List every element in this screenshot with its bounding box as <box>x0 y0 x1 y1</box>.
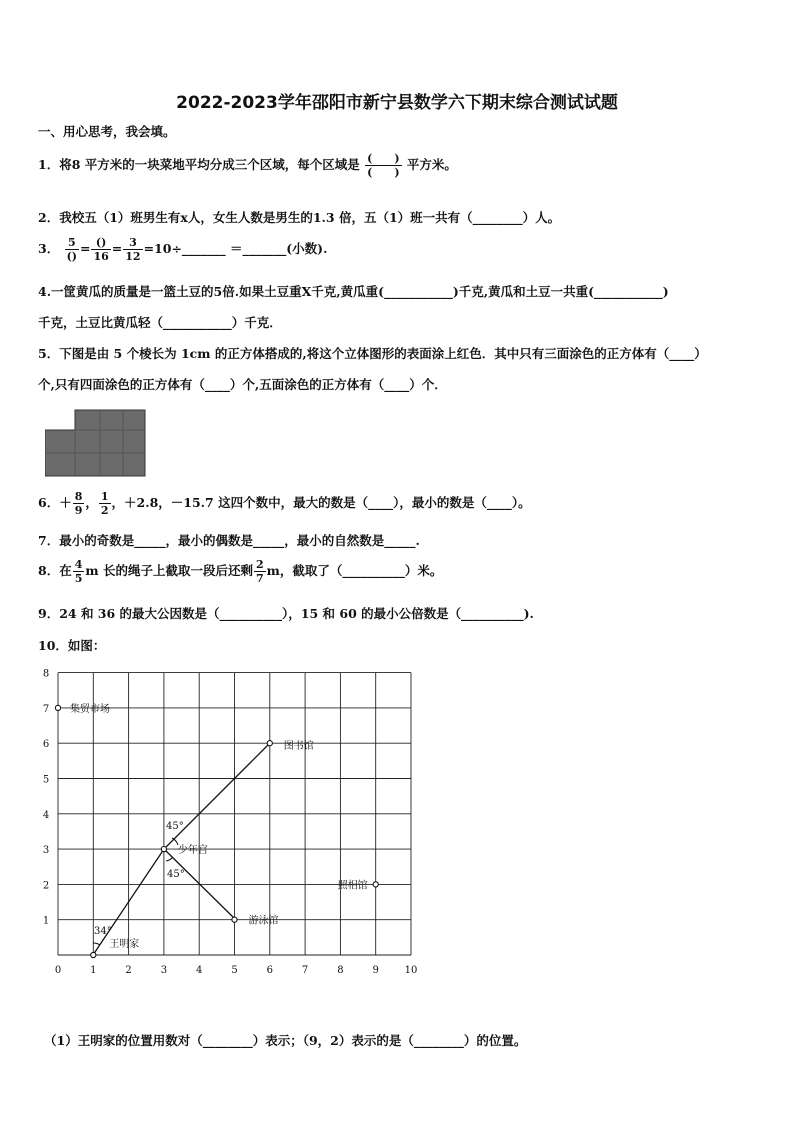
q6-f1-num: 8 <box>74 490 83 503</box>
q3-f3-num: 3 <box>123 236 142 250</box>
question-10-1: （1）王明家的位置用数对（________）表示；（9，2）表示的是（________）的位置。 <box>44 1033 527 1048</box>
q8-f1-num: 4 <box>74 558 83 571</box>
q8-fraction-1 <box>73 558 85 585</box>
x-tick-label: 0 <box>54 965 62 976</box>
q3-f1-den[interactable]: () <box>66 250 77 263</box>
q8-prefix: 8．在 <box>38 563 72 578</box>
angle-arc-2 <box>166 857 173 861</box>
place-point <box>232 917 237 922</box>
q8-mid: m 长的绳子上截取一段后还剩 <box>85 563 253 578</box>
q8-suffix: m，截取了（__________）米。 <box>266 563 443 578</box>
q8-f2-den: 7 <box>255 572 264 585</box>
q6-sep: ， <box>85 495 98 510</box>
page-title: 2022-2023学年邵阳市新宁县数学六下期末综合测试试题 <box>176 93 618 113</box>
place-markers <box>55 702 378 958</box>
question-5-line-1: 5．下图是由 5 个棱长为 1cm 的正方体搭成的,将这个立体图形的表面涂上红色．其中只有三面涂色的正方体有（____） <box>38 346 707 361</box>
q6-fraction-2 <box>99 490 111 517</box>
y-tick-label: 3 <box>42 845 50 857</box>
q3-f3-den: 12 <box>125 250 141 263</box>
place-point <box>267 741 272 746</box>
q6-fraction-1 <box>73 490 85 517</box>
place-point <box>91 952 96 957</box>
q1-den[interactable]: ( ) <box>367 166 400 179</box>
x-tick-label: 1 <box>90 965 97 976</box>
place-label: 王明家 <box>109 939 140 950</box>
place-point <box>55 705 60 710</box>
angle-label-2: 45° <box>167 869 185 880</box>
q1-prefix: 1．将8 平方米的一块菜地平均分成三个区域，每个区域是 <box>38 157 360 172</box>
question-7: 7．最小的奇数是_____，最小的偶数是_____，最小的自然数是_____. <box>38 533 420 548</box>
question-1 <box>38 152 457 179</box>
y-tick-label: 1 <box>42 915 50 927</box>
y-tick-label: 5 <box>42 774 50 786</box>
x-tick-label: 3 <box>160 965 168 976</box>
question-10: 10．如图： <box>38 638 106 653</box>
q6-f2-num: 1 <box>100 490 109 503</box>
y-tick-label: 7 <box>42 703 50 715</box>
question-6 <box>38 490 531 517</box>
grid-lines <box>58 673 411 955</box>
angle-arc-1 <box>172 838 178 845</box>
x-tick-label: 8 <box>337 965 344 976</box>
place-label: 集贸市场 <box>70 703 110 715</box>
y-tick-label: 6 <box>42 739 50 751</box>
q6-suffix: ，＋2.8，－15.7 这四个数中，最大的数是（____），最小的数是（____）。 <box>111 495 531 510</box>
q3-eq2: = <box>111 241 123 256</box>
coordinate-grid <box>36 664 426 984</box>
q6-f2-den: 2 <box>100 504 109 517</box>
q8-f2-num: 2 <box>255 558 264 571</box>
q1-fraction <box>365 152 401 179</box>
cube-figure <box>45 408 149 478</box>
q1-num[interactable]: ( ) <box>367 152 400 165</box>
q3-f1-num: 5 <box>65 236 79 250</box>
question-8 <box>38 558 442 585</box>
place-label: 少年宫 <box>177 845 208 857</box>
place-point <box>373 882 378 887</box>
question-4-line-2: 千克，土豆比黄瓜轻（___________）千克． <box>38 315 282 330</box>
q3-f2-den: 16 <box>93 250 109 263</box>
x-tick-label: 4 <box>196 965 203 976</box>
section-heading: 一、用心思考，我会填。 <box>38 124 176 139</box>
q1-suffix: 平方米。 <box>406 157 457 172</box>
q8-fraction-2 <box>254 558 266 585</box>
angle-arc-3 <box>93 943 100 945</box>
x-tick-label: 7 <box>301 965 309 976</box>
angle-label-3: 34° <box>94 926 112 937</box>
q6-prefix: 6．＋ <box>38 495 72 510</box>
q6-f1-den: 9 <box>74 504 83 517</box>
q3-label: 3． <box>38 241 60 256</box>
y-tick-label: 2 <box>42 880 50 892</box>
q8-f1-den: 5 <box>74 572 83 585</box>
x-tick-label: 5 <box>231 965 238 976</box>
q3-fraction-3 <box>123 236 142 263</box>
x-tick-label: 9 <box>372 965 379 976</box>
question-5-line-2: 个,只有四面涂色的正方体有（____）个,五面涂色的正方体有（____）个． <box>38 377 447 392</box>
angle-label-1: 45° <box>166 821 184 832</box>
q3-eq1: = <box>79 241 91 256</box>
q3-f2-num[interactable]: () <box>91 236 110 250</box>
y-tick-label: 8 <box>42 668 50 680</box>
question-9: 9．24 和 36 的最大公因数是（__________），15 和 60 的最小公倍数是（__________). <box>38 606 534 621</box>
question-2: 2．我校五（1）班男生有x人，女生人数是男生的1.3 倍，五（1）班一共有（________）人。 <box>38 210 561 225</box>
question-3 <box>38 236 327 263</box>
question-4-line-1: 4.一筐黄瓜的质量是一篮土豆的5倍.如果土豆重X千克,黄瓜重(___________)千克,黄瓜和土豆一共重(___________) <box>38 284 669 299</box>
x-tick-label: 6 <box>266 965 273 976</box>
x-tick-label: 10 <box>404 965 418 976</box>
y-tick-label: 4 <box>42 809 50 821</box>
place-label: 照相馆 <box>337 880 368 892</box>
place-label: 游泳馆 <box>248 915 279 927</box>
x-tick-label: 2 <box>125 965 132 976</box>
q3-tail[interactable]: =10÷_______ ＝_______(小数). <box>143 241 328 256</box>
q3-fraction-2 <box>91 236 110 263</box>
q3-fraction-1 <box>65 236 79 263</box>
place-label: 图书馆 <box>283 741 314 753</box>
place-point <box>161 847 166 852</box>
